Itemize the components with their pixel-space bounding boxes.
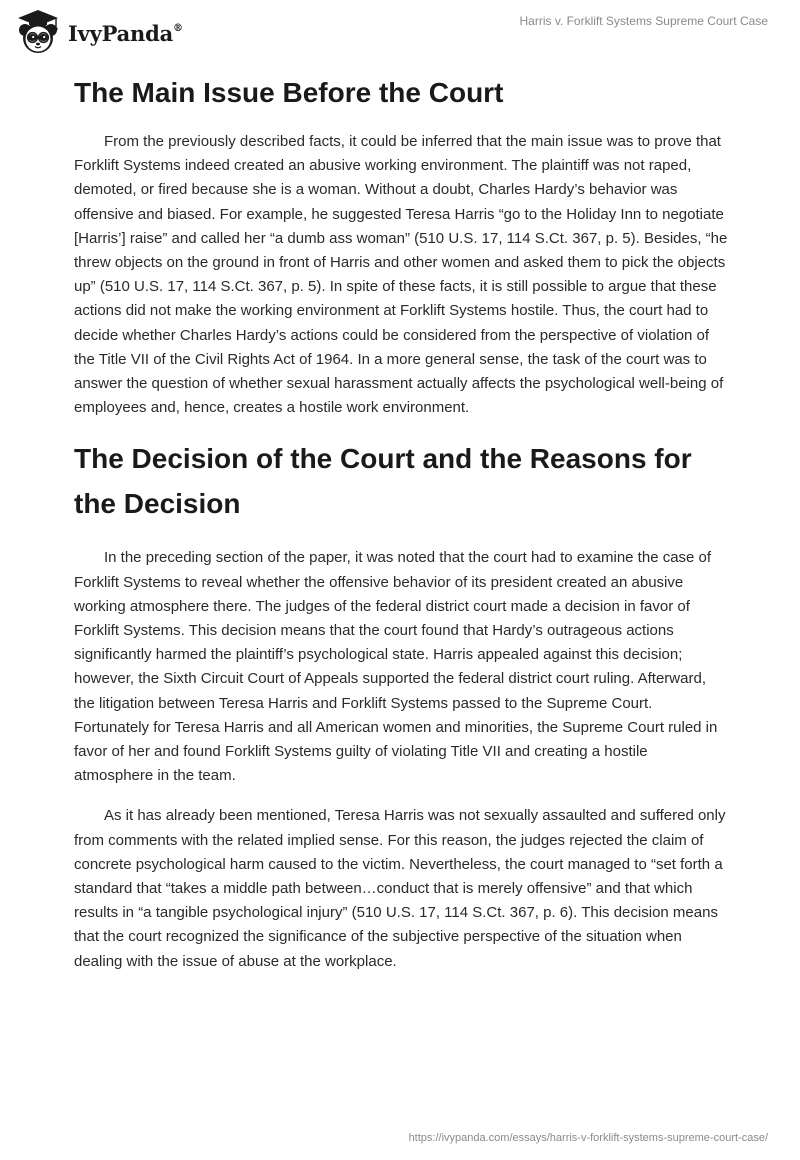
page-header [0, 0, 800, 64]
running-title: Harris v. Forklift Systems Supreme Court Case [519, 14, 768, 28]
section-heading-decision: The Decision of the Court and the Reasons for the Decision [74, 443, 692, 520]
paragraph: As it has already been mentioned, Teresa Harris was not sexually assaulted and suffered only from comments with the related implied sense. For this reason, the judges rejected the claim of concrete psychological harm caused to the victim. Nevertheless, the court managed to “set forth a standard that “takes a middle path between…conduct that is merely offensive” and that which results in “a tangible psychological injury” (510 U.S. 17, 114 S.Ct. 367, p. 6). This decision means that the court recognized the significance of the subjective perspective of the situation when dealing with the issue of abuse at the workplace. [74, 807, 726, 970]
section-heading-main-issue: The Main Issue Before the Court [74, 77, 504, 108]
registered-mark: ® [173, 22, 183, 34]
paragraph: From the previously described facts, it could be inferred that the main issue was to prove that Forklift Systems indeed created an abusive working environment. The plaintiff was not raped, demoted, or fired because she is a woman. Without a doubt, Charles Hardy’s behavior was offensive and biased. For example, he suggested Teresa Harris “go to the Holiday Inn to negotiate [Harris’] raise” and called her “a dumb ass woman” (510 U.S. 17, 114 S.Ct. 367, p. 5). Besides, “he threw objects on the ground in front of Harris and other women and asked them to pick the objects up” (510 U.S. 17, 114 S.Ct. 367, p. 5). In spite of these facts, it is still possible to argue that these actions did not make the working environment at Forklift Systems hostile. Thus, the court had to decide whether Charles Hardy’s actions could be considered from the perspective of violation of the Title VII of the Civil Rights Act of 1964. In a more general sense, the task of the court was to answer the question of whether sexual harassment actually affects the psychological well-being of employees and, hence, creates a hostile work environment. [74, 133, 728, 417]
brand-name [68, 21, 183, 46]
ivypanda-logo[interactable] [14, 8, 194, 56]
essay-body [74, 72, 730, 990]
brand-wordmark: IvyPanda [68, 20, 174, 46]
paragraph: In the preceding section of the paper, it was noted that the court had to examine the case of Forklift Systems to reveal whether the offensive behavior of its president created an abusive working atmosphere there. The judges of the federal district court made a decision in favor of Forklift Systems. This decision means that the court found that Hardy’s outrageous actions significantly harmed the plaintiff’s psychological state. Harris appealed against this decision; however, the Sixth Circuit Court of Appeals supported the federal district court ruling. Afterward, the litigation between Teresa Harris and Forklift Systems passed to the Supreme Court. Fortunately for Teresa Harris and all American women and minorities, the Supreme Court ruled in favor of her and found Forklift Systems guilty of violating Title VII and creating a hostile atmosphere in the team. [74, 549, 718, 785]
panda-graduate-icon [14, 8, 62, 56]
source-url[interactable]: https://ivypanda.com/essays/harris-v-forklift-systems-supreme-court-case/ [408, 1132, 768, 1144]
